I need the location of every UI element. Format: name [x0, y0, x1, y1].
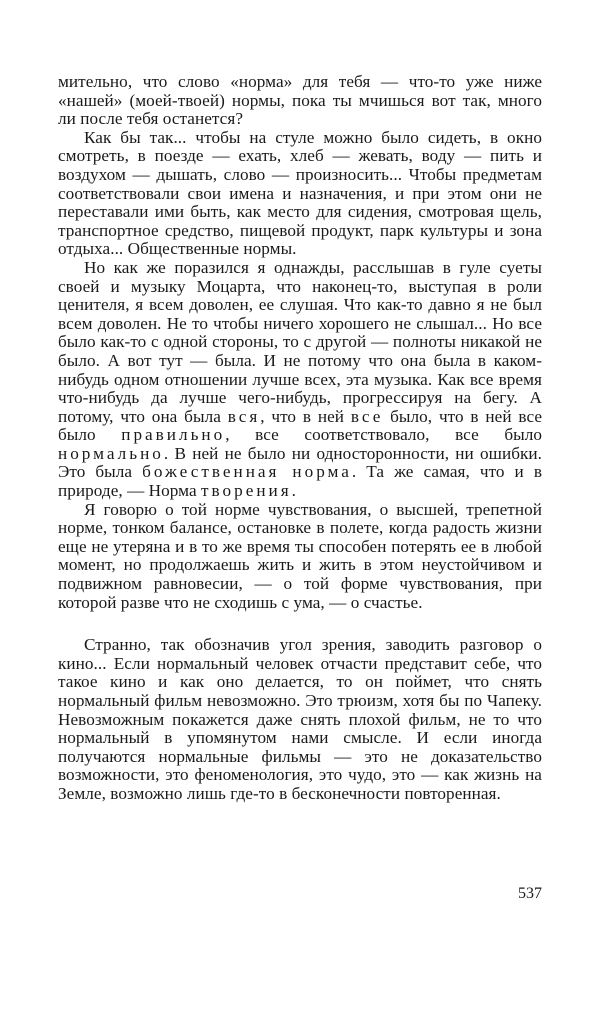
paragraph: [58, 501, 542, 613]
spaced-emphasis: божественная норма: [142, 462, 352, 482]
text-run: Я говорю о той норме чувствования, о высшей, трепетной норме, тонком балансе, остановке в полете, когда радость жизни еще не утеряна и в то же время ты способен потерять ее в любой момент, но продолжаешь жить и жить в этом неустойчивом и подвижном равновесии, — о той форме чувствования, при которой разве что не сходишь с ума, — о счастье.: [58, 499, 542, 612]
paragraph: [58, 636, 542, 803]
text-run: Но как же поразился я однажды, расслышав в гуле суеты своей и музыку Моцарта, что наконец-то, выступая в роли ценителя, я всем доволен, ее слушая. Что как-то давно я не был всем доволен. Не то чтобы ничего хорошего не слышал... Но все было как-то с одной стороны, то с другой — полноты никакой не было. А вот тут — была. И не потому что она была в каком-нибудь одном отношении лучше всех, эта музыка. Как все время что-нибудь да лучше чего-нибудь, прогрессируя на бегу. А потому, что она была: [58, 257, 542, 426]
page-body: [58, 73, 542, 804]
paragraph: [58, 129, 542, 259]
text-run: мительно, что слово «норма» для тебя — что-то уже ниже «нашей» (моей-твоей) нормы, пока ты мчишься вот так, много ли после тебя останется?: [58, 72, 542, 129]
text-run: Странно, так обозначив угол зрения, заводить разговор о кино... Если нормальный человек отчасти представит себе, что такое кино и как оно делается, то он поймет, что снять нормальный фильм невозможно. Это трюизм, хотя бы по Чапеку. Невозможным покажется даже снять плохой фильм, не то что нормальный в упомянутом нами смысле. И если иногда получаются нормальные фильмы — это не доказательство возможности, это феноменология, это чудо, это — как жизнь на Земле, возможно лишь где-то в бесконечности повторенная.: [58, 635, 542, 803]
spaced-emphasis: нормально: [58, 443, 164, 463]
text-run: .: [291, 481, 297, 501]
text-run: . Та же самая, что и в природе, — Норма: [58, 462, 542, 501]
text-run: было, что в ней все было: [58, 406, 543, 445]
section-break: [58, 612, 542, 636]
text-run: Как бы так... чтобы на стуле можно было сидеть, в окно смотреть, в поезде — ехать, хлеб — жевать, воду — пить и воздухом — дышать, слово — произносить... Чтобы предметам соответствовали свои имена и назначения, и при этом они не переставали ими быть, как место для сидения, смотровая щель, транспортное средство, пищевой продукт, парк культуры и зона отдыха... Общественные нормы.: [58, 127, 542, 259]
spaced-emphasis: вся: [227, 406, 261, 426]
text-run: . В ней не было ни односторонности, ни ошибки. Это была: [58, 443, 542, 482]
text-run: , все соответствовало, все было: [225, 425, 542, 445]
paragraph: [58, 73, 542, 129]
spaced-emphasis: все: [350, 406, 384, 426]
spaced-emphasis: творения: [201, 481, 292, 501]
page-number: 537: [518, 885, 542, 902]
text-run: , что в ней: [260, 406, 351, 426]
spaced-emphasis: правильно: [121, 425, 226, 445]
paragraph: [58, 259, 542, 501]
